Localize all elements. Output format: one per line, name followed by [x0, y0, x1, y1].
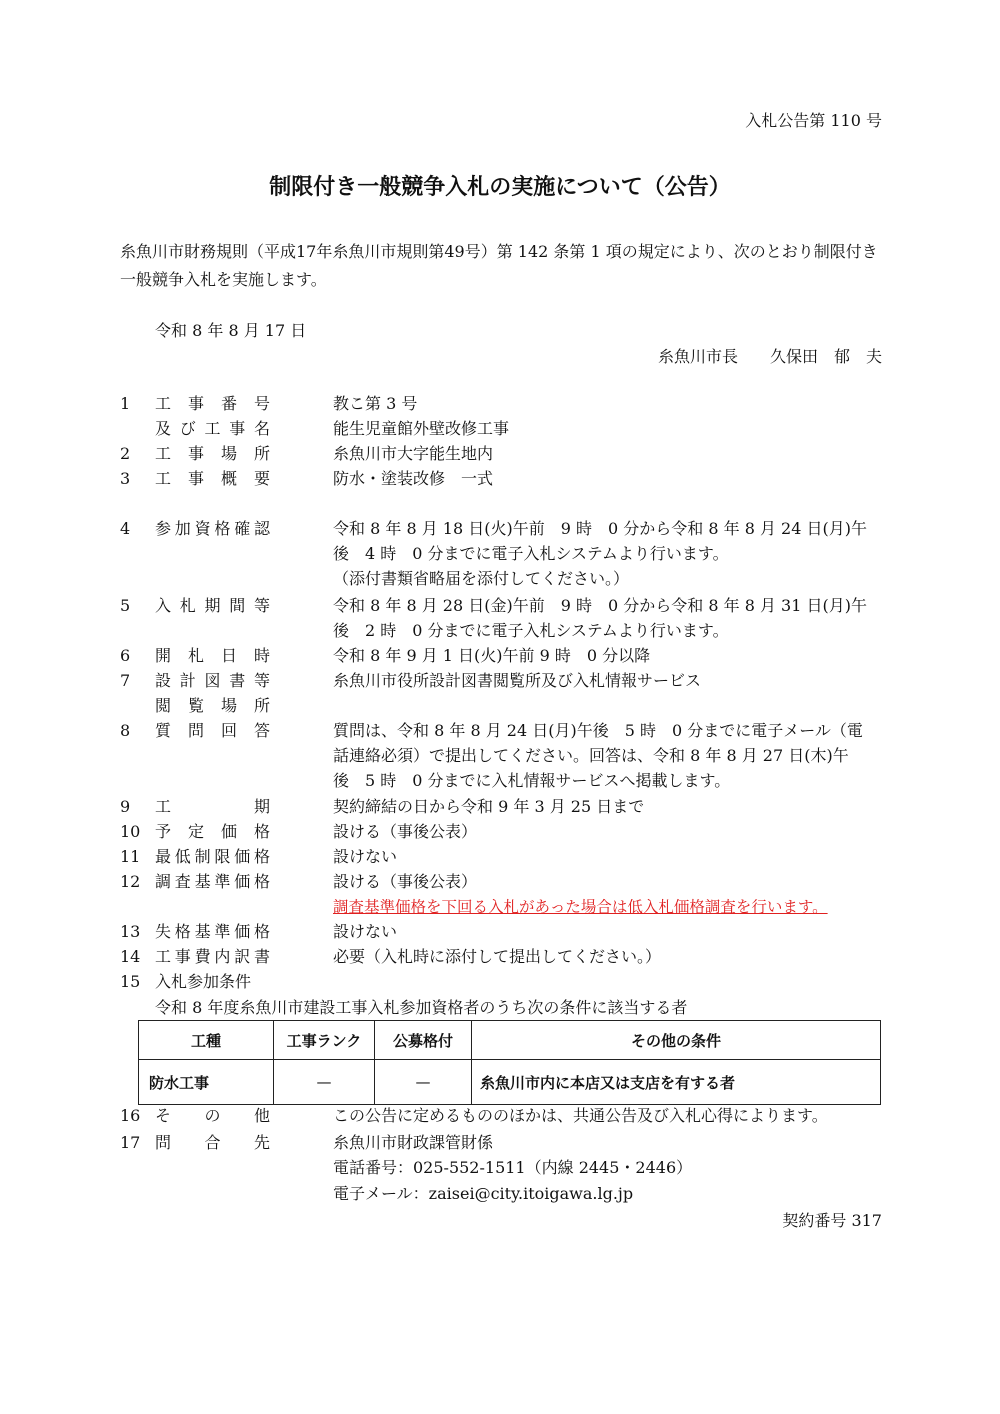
item-num: 15: [120, 972, 141, 991]
item-num: 9: [120, 797, 131, 816]
table-header-row: [139, 1021, 881, 1060]
item-num: 8: [120, 721, 131, 740]
item-value: 設ける（事後公表）: [333, 872, 478, 891]
item-value: 防水・塗装改修 一式: [333, 469, 494, 488]
item-num: 4: [120, 519, 131, 538]
item-num: 7: [120, 671, 131, 690]
item-value: 必要（入札時に添付して提出してください。）: [333, 947, 662, 966]
item-label: 開札日時: [155, 646, 270, 665]
item-num: 16: [120, 1106, 141, 1125]
item-label: 工事番号: [155, 394, 270, 413]
item-value: 後 5 時 0 分までに入札情報サービスへ掲載します。: [333, 771, 731, 790]
page-title: 制限付き一般競争入札の実施について（公告）: [269, 175, 731, 200]
item-value: 令和 8 年 9 月 1 日(火)午前 9 時 0 分以降: [333, 646, 651, 665]
item-label: 工事概要: [155, 469, 270, 488]
item-num: 11: [120, 847, 141, 866]
item-label: 設計図書等: [155, 671, 270, 690]
item-value: 設ける（事後公表）: [333, 822, 478, 841]
item-value: 糸魚川市役所設計図書閲覧所及び入札情報サービス: [333, 671, 702, 690]
item-value: 設けない: [333, 847, 398, 866]
table-header: 工種: [139, 1021, 274, 1060]
item-value: 令和 8 年 8 月 28 日(金)午前 9 時 0 分から令和 8 年 8 月 31 日(月)午: [333, 596, 867, 615]
item-label: 調査基準価格: [155, 872, 270, 891]
item-value: （添付書類省略届を添付してください。）: [333, 569, 630, 588]
item-label: 最低制限価格: [155, 847, 270, 866]
item-num: 12: [120, 872, 141, 891]
item-label: 工事費内訳書: [155, 947, 270, 966]
item-value: 能生児童館外壁改修工事: [333, 419, 510, 438]
item-label: 閲覧場所: [155, 696, 270, 715]
item-label: 失格基準価格: [155, 922, 270, 941]
table-row: [139, 1060, 881, 1105]
table-header: その他の条件: [472, 1021, 881, 1060]
item-value: 契約締結の日から令和 9 年 3 月 25 日まで: [333, 797, 645, 816]
item-num: 6: [120, 646, 131, 665]
item-value: 糸魚川市大字能生地内: [333, 444, 494, 463]
item-value: この公告に定めるもののほかは、共通公告及び入札心得によります。: [333, 1106, 828, 1125]
item-value: 令和 8 年 8 月 18 日(火)午前 9 時 0 分から令和 8 年 8 月 24 日(月)午: [333, 519, 867, 538]
phone-number: 電話番号：025-552-1511（内線 2445・2446）: [333, 1158, 693, 1177]
item-value: 後 4 時 0 分までに電子入札システムより行います。: [333, 544, 729, 563]
item-label: 予定価格: [155, 822, 270, 841]
issuer: 糸魚川市長 久保田 郁 夫: [657, 347, 882, 366]
item-num: 10: [120, 822, 141, 841]
table-header: 公募格付: [375, 1021, 472, 1060]
item-label: その他: [155, 1106, 270, 1125]
item-num: 2: [120, 444, 131, 463]
conditions-intro: 令和 8 年度糸魚川市建設工事入札参加資格者のうち次の条件に該当する者: [155, 998, 688, 1017]
item-value: 質問は、令和 8 年 8 月 24 日(月)午後 5 時 0 分までに電子メール（電: [333, 721, 863, 740]
email-address: 電子メール：zaisei@city.itoigawa.lg.jp: [333, 1184, 634, 1203]
contract-number: 契約番号 317: [782, 1211, 882, 1230]
item-label: 問合先: [155, 1133, 270, 1152]
item-value: 教こ第 3 号: [333, 394, 418, 413]
table-cell: 糸魚川市内に本店又は支店を有する者: [472, 1060, 881, 1105]
item-num: 17: [120, 1133, 141, 1152]
item-value: 糸魚川市財政課管財係: [333, 1133, 494, 1152]
item-label: 及び工事名: [155, 419, 270, 438]
item-label: 入札期間等: [155, 596, 270, 615]
item-num: 13: [120, 922, 141, 941]
item-label: 工期: [155, 797, 270, 816]
item-num: 1: [120, 394, 131, 413]
table-cell: —: [375, 1060, 472, 1105]
item-value: 設けない: [333, 922, 398, 941]
item-label: 工事場所: [155, 444, 270, 463]
table-header: 工事ランク: [274, 1021, 375, 1060]
item-label: 参加資格確認: [155, 519, 270, 538]
item-num: 3: [120, 469, 131, 488]
warning-note: 調査基準価格を下回る入札があった場合は低入札価格調査を行います。: [333, 898, 828, 916]
notice-date: 令和 8 年 8 月 17 日: [155, 321, 307, 340]
item-value: 後 2 時 0 分までに電子入札システムより行います。: [333, 621, 729, 640]
preamble: 糸魚川市財務規則（平成17年糸魚川市規則第49号）第 142 条第 1 項の規定により、次のとおり制限付き一般競争入札を実施します。: [120, 242, 878, 289]
conditions-table: [138, 1020, 881, 1105]
item-num: 5: [120, 596, 131, 615]
item-num: 14: [120, 947, 141, 966]
item-label: 質問回答: [155, 721, 270, 740]
notice-number: 入札公告第 110 号: [745, 111, 882, 130]
table-cell: 防水工事: [139, 1060, 274, 1105]
item-label: 入札参加条件: [155, 972, 252, 991]
table-cell: —: [274, 1060, 375, 1105]
item-value: 話連絡必須）で提出してください。回答は、令和 8 年 8 月 27 日(木)午: [333, 746, 849, 765]
